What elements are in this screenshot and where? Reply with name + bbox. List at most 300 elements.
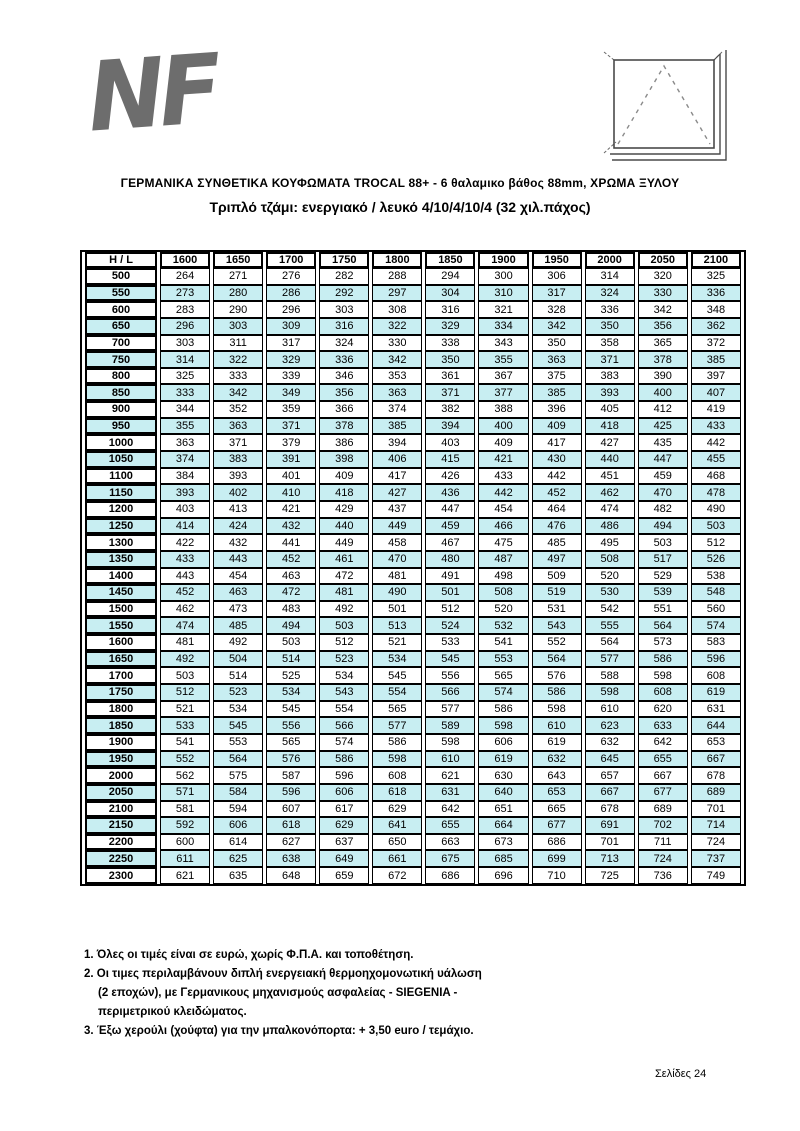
price-cell: 440 [319,518,369,535]
price-cell: 512 [319,634,369,651]
price-cell: 441 [266,534,316,551]
price-cell: 606 [319,784,369,801]
row-header-height: 1100 [85,468,157,485]
price-cell: 371 [266,418,316,435]
price-cell: 521 [160,701,210,718]
table-row [85,817,741,834]
price-cell: 365 [638,335,688,352]
price-cell: 486 [585,518,635,535]
price-cell: 375 [532,368,582,385]
price-cell: 309 [266,318,316,335]
price-cell: 297 [372,285,422,302]
table-row [85,584,741,601]
table-row [85,301,741,318]
price-cell: 273 [160,285,210,302]
price-cell: 353 [372,368,422,385]
price-cell: 686 [425,867,475,884]
price-cell: 620 [638,701,688,718]
row-header-height: 1600 [85,634,157,651]
row-header-height: 1800 [85,701,157,718]
price-cell: 403 [160,501,210,518]
price-cell: 303 [160,335,210,352]
price-cell: 425 [638,418,688,435]
price-cell: 363 [532,351,582,368]
table-row [85,717,741,734]
price-cell: 598 [532,701,582,718]
table-row [85,634,741,651]
price-cell: 356 [319,384,369,401]
price-cell: 400 [638,384,688,401]
price-cell: 519 [532,584,582,601]
price-cell: 566 [319,717,369,734]
price-cell: 366 [319,401,369,418]
table-row [85,451,741,468]
price-cell: 574 [691,617,741,634]
price-cell: 363 [160,434,210,451]
price-cell: 539 [638,584,688,601]
price-cell: 649 [319,850,369,867]
price-cell: 336 [691,285,741,302]
price-cell: 300 [478,268,528,285]
price-cell: 316 [425,301,475,318]
price-cell: 571 [160,784,210,801]
row-header-height: 650 [85,318,157,335]
price-cell: 702 [638,817,688,834]
price-cell: 632 [532,751,582,768]
price-cell: 520 [478,601,528,618]
price-cell: 492 [160,651,210,668]
price-cell: 470 [638,484,688,501]
price-cell: 447 [638,451,688,468]
table-row [85,617,741,634]
price-cell: 356 [638,318,688,335]
price-cell: 545 [213,717,263,734]
price-cell: 367 [478,368,528,385]
price-cell: 701 [585,834,635,851]
price-cell: 452 [266,551,316,568]
price-cell: 533 [425,634,475,651]
price-cell: 491 [425,568,475,585]
price-cell: 459 [638,468,688,485]
price-cell: 342 [532,318,582,335]
row-header-height: 1450 [85,584,157,601]
document-title-line2: Τριπλό τζάμι: ενεργιακό / λευκό 4/10/4/10/4 (32 χιλ.πάχος) [209,199,591,215]
tilt-window-icon [596,40,751,170]
price-cell: 385 [532,384,582,401]
price-cell: 409 [478,434,528,451]
price-cell: 629 [319,817,369,834]
price-cell: 329 [425,318,475,335]
row-header-height: 750 [85,351,157,368]
price-cell: 623 [585,717,635,734]
price-cell: 641 [372,817,422,834]
price-cell: 350 [585,318,635,335]
price-cell: 378 [638,351,688,368]
price-cell: 458 [372,534,422,551]
price-cell: 400 [478,418,528,435]
price-cell: 503 [638,534,688,551]
row-header-height: 850 [85,384,157,401]
price-cell: 606 [478,734,528,751]
width-column-header: 1850 [425,252,475,268]
price-cell: 508 [478,584,528,601]
price-cell: 619 [478,751,528,768]
price-cell: 348 [691,301,741,318]
row-header-height: 2000 [85,767,157,784]
price-cell: 433 [691,418,741,435]
price-cell: 685 [478,850,528,867]
price-cell: 363 [213,418,263,435]
price-cell: 485 [213,617,263,634]
table-row [85,434,741,451]
price-cell: 678 [585,801,635,818]
price-cell: 443 [160,568,210,585]
price-cell: 736 [638,867,688,884]
width-column-header: 1650 [213,252,263,268]
price-cell: 339 [266,368,316,385]
price-cell: 642 [425,801,475,818]
table-row [85,751,741,768]
price-cell: 466 [478,518,528,535]
price-cell: 442 [478,484,528,501]
price-cell: 625 [213,850,263,867]
price-cell: 437 [372,501,422,518]
price-cell: 598 [638,667,688,684]
price-cell: 286 [266,285,316,302]
table-row [85,418,741,435]
price-cell: 334 [478,318,528,335]
price-cell: 651 [478,801,528,818]
price-cell: 397 [691,368,741,385]
price-cell: 630 [478,767,528,784]
document-title-line1: ΓΕΡΜΑΝΙΚΑ ΣΥΝΘΕΤΙΚΑ ΚΟΥΦΩΜΑΤΑ TROCAL 88+ - 6 θαλαμικο βάθος 88mm, ΧΡΩΜΑ ΞΥΛΟΥ [120,176,680,190]
price-cell: 554 [319,701,369,718]
price-cell: 661 [372,850,422,867]
price-cell: 413 [213,501,263,518]
price-cell: 608 [638,684,688,701]
price-cell: 617 [319,801,369,818]
price-cell: 635 [213,867,263,884]
price-cell: 449 [319,534,369,551]
table-row [85,384,741,401]
price-cell: 573 [638,634,688,651]
price-cell: 432 [213,534,263,551]
price-cell: 629 [372,801,422,818]
price-cell: 534 [266,684,316,701]
price-cell: 631 [691,701,741,718]
price-cell: 409 [532,418,582,435]
price-cell: 418 [585,418,635,435]
price-cell: 633 [638,717,688,734]
price-cell: 556 [425,667,475,684]
price-cell: 490 [691,501,741,518]
price-cell: 584 [213,784,263,801]
price-cell: 317 [266,335,316,352]
price-cell: 317 [532,285,582,302]
price-cell: 325 [160,368,210,385]
row-header-height: 1750 [85,684,157,701]
price-cell: 343 [478,335,528,352]
price-cell: 468 [691,468,741,485]
price-cell: 390 [638,368,688,385]
price-cell: 394 [372,434,422,451]
row-header-height: 1550 [85,617,157,634]
price-cell: 478 [691,484,741,501]
price-cell: 264 [160,268,210,285]
price-cell: 374 [160,451,210,468]
row-header-height: 2100 [85,801,157,818]
price-cell: 648 [266,867,316,884]
price-cell: 503 [266,634,316,651]
price-cell: 447 [425,501,475,518]
price-cell: 355 [478,351,528,368]
price-cell: 596 [691,651,741,668]
price-cell: 565 [478,667,528,684]
table-row [85,501,741,518]
price-cell: 435 [638,434,688,451]
footnote-2-cont: (2 εποχών), με Γερμανικους μηχανισμούς ασφαλείας - SIEGENIA - [98,987,458,999]
width-column-header: 2100 [691,252,741,268]
table-row [85,850,741,867]
price-cell: 386 [319,434,369,451]
price-cell: 667 [585,784,635,801]
table-row [85,368,741,385]
price-cell: 282 [319,268,369,285]
width-column-header: 1800 [372,252,422,268]
price-cell: 565 [266,734,316,751]
price-cell: 463 [213,584,263,601]
table-row [85,534,741,551]
price-cell: 378 [319,418,369,435]
row-header-height: 1950 [85,751,157,768]
price-cell: 481 [372,568,422,585]
nf-logo: NF [84,33,220,154]
price-cell: 349 [266,384,316,401]
price-cell: 388 [478,401,528,418]
price-cell: 432 [266,518,316,535]
price-cell: 283 [160,301,210,318]
price-cell: 725 [585,867,635,884]
price-cell: 566 [425,684,475,701]
price-cell: 667 [691,751,741,768]
price-cell: 512 [160,684,210,701]
price-cell: 421 [266,501,316,518]
price-cell: 520 [585,568,635,585]
price-cell: 430 [532,451,582,468]
price-cell: 409 [319,468,369,485]
price-cell: 564 [585,634,635,651]
price-cell: 643 [532,767,582,784]
price-cell: 509 [532,568,582,585]
price-cell: 534 [213,701,263,718]
price-cell: 342 [372,351,422,368]
price-cell: 454 [478,501,528,518]
price-cell: 598 [425,734,475,751]
price-cell: 650 [372,834,422,851]
price-cell: 314 [160,351,210,368]
row-header-height: 1850 [85,717,157,734]
price-cell: 427 [372,484,422,501]
price-cell: 494 [638,518,688,535]
price-cell: 385 [691,351,741,368]
price-cell: 474 [585,501,635,518]
price-cell: 280 [213,285,263,302]
price-cell: 737 [691,850,741,867]
price-cell: 483 [266,601,316,618]
price-cell: 322 [213,351,263,368]
price-cell: 606 [213,817,263,834]
price-cell: 429 [319,501,369,518]
price-cell: 384 [160,468,210,485]
row-header-height: 900 [85,401,157,418]
price-cell: 562 [160,767,210,784]
row-header-height: 1900 [85,734,157,751]
price-cell: 586 [319,751,369,768]
price-cell: 415 [425,451,475,468]
table-row [85,834,741,851]
table-row [85,401,741,418]
price-cell: 308 [372,301,422,318]
table-row [85,285,741,302]
price-cell: 290 [213,301,263,318]
price-cell: 552 [160,751,210,768]
page-number: Σελίδες 24 [655,1068,707,1080]
price-cell: 371 [585,351,635,368]
price-cell: 627 [266,834,316,851]
table-row [85,667,741,684]
price-cell: 521 [372,634,422,651]
price-cell: 589 [425,717,475,734]
price-cell: 422 [160,534,210,551]
price-cell: 396 [532,401,582,418]
row-header-height: 2300 [85,867,157,884]
price-cell: 577 [425,701,475,718]
price-cell: 442 [532,468,582,485]
price-cell: 472 [319,568,369,585]
price-cell: 464 [532,501,582,518]
price-cell: 501 [425,584,475,601]
table-row [85,518,741,535]
price-cell: 481 [319,584,369,601]
price-cell: 503 [319,617,369,634]
price-cell: 514 [213,667,263,684]
price-cell: 377 [478,384,528,401]
price-cell: 492 [319,601,369,618]
price-cell: 316 [319,318,369,335]
price-cell: 487 [478,551,528,568]
row-header-height: 1050 [85,451,157,468]
price-cell: 330 [372,335,422,352]
price-cell: 598 [372,751,422,768]
table-row [85,651,741,668]
row-header-height: 550 [85,285,157,302]
price-cell: 346 [319,368,369,385]
width-column-header: 1700 [266,252,316,268]
price-cell: 619 [691,684,741,701]
width-column-header: 1950 [532,252,582,268]
price-cell: 560 [691,601,741,618]
row-header-height: 1300 [85,534,157,551]
row-header-height: 1150 [85,484,157,501]
row-header-height: 1350 [85,551,157,568]
price-cell: 618 [266,817,316,834]
price-cell: 494 [266,617,316,634]
price-cell: 523 [213,684,263,701]
price-cell: 467 [425,534,475,551]
price-cell: 574 [319,734,369,751]
width-column-header: 1900 [478,252,528,268]
footnote-1: 1. Όλες οι τιμές είναι σε ευρώ, χωρίς Φ.Π.Α. και τοποθέτηση. [84,949,414,961]
price-cell: 600 [160,834,210,851]
table-row [85,351,741,368]
width-column-header: 1600 [160,252,210,268]
price-cell: 504 [213,651,263,668]
table-row [85,268,741,285]
price-cell: 462 [585,484,635,501]
price-cell: 342 [213,384,263,401]
price-cell: 553 [213,734,263,751]
price-cell: 657 [585,767,635,784]
price-cell: 403 [425,434,475,451]
price-cell: 534 [372,651,422,668]
table-row [85,701,741,718]
price-cell: 586 [532,684,582,701]
price-cell: 576 [266,751,316,768]
price-cell: 454 [213,568,263,585]
price-cell: 294 [425,268,475,285]
price-cell: 638 [266,850,316,867]
table-row [85,867,741,884]
price-cell: 459 [425,518,475,535]
footnote-2: 2. Οι τιμες περιλαμβάνουν διπλή ενεργειακή θερμοηχομονωτική υάλωση [84,968,482,980]
price-cell: 463 [266,568,316,585]
price-cell: 586 [372,734,422,751]
price-cell: 637 [319,834,369,851]
price-cell: 482 [638,501,688,518]
price-cell: 303 [213,318,263,335]
price-cell: 608 [691,667,741,684]
price-cell: 336 [585,301,635,318]
price-cell: 574 [478,684,528,701]
price-cell: 686 [532,834,582,851]
price-cell: 541 [478,634,528,651]
price-cell: 344 [160,401,210,418]
row-header-height: 2150 [85,817,157,834]
table-row [85,684,741,701]
price-cell: 473 [213,601,263,618]
price-cell: 393 [160,484,210,501]
price-cell: 393 [585,384,635,401]
price-cell: 678 [691,767,741,784]
price-cell: 610 [425,751,475,768]
row-header-height: 700 [85,335,157,352]
price-cell: 350 [532,335,582,352]
price-cell: 564 [638,617,688,634]
price-cell: 461 [319,551,369,568]
price-cell: 552 [532,634,582,651]
price-cell: 553 [478,651,528,668]
price-cell: 592 [160,817,210,834]
row-header-height: 2050 [85,784,157,801]
price-cell: 508 [585,551,635,568]
price-cell: 596 [319,767,369,784]
price-cell: 433 [478,468,528,485]
price-cell: 663 [425,834,475,851]
price-cell: 711 [638,834,688,851]
price-cell: 451 [585,468,635,485]
row-header-height: 1400 [85,568,157,585]
price-cell: 512 [425,601,475,618]
